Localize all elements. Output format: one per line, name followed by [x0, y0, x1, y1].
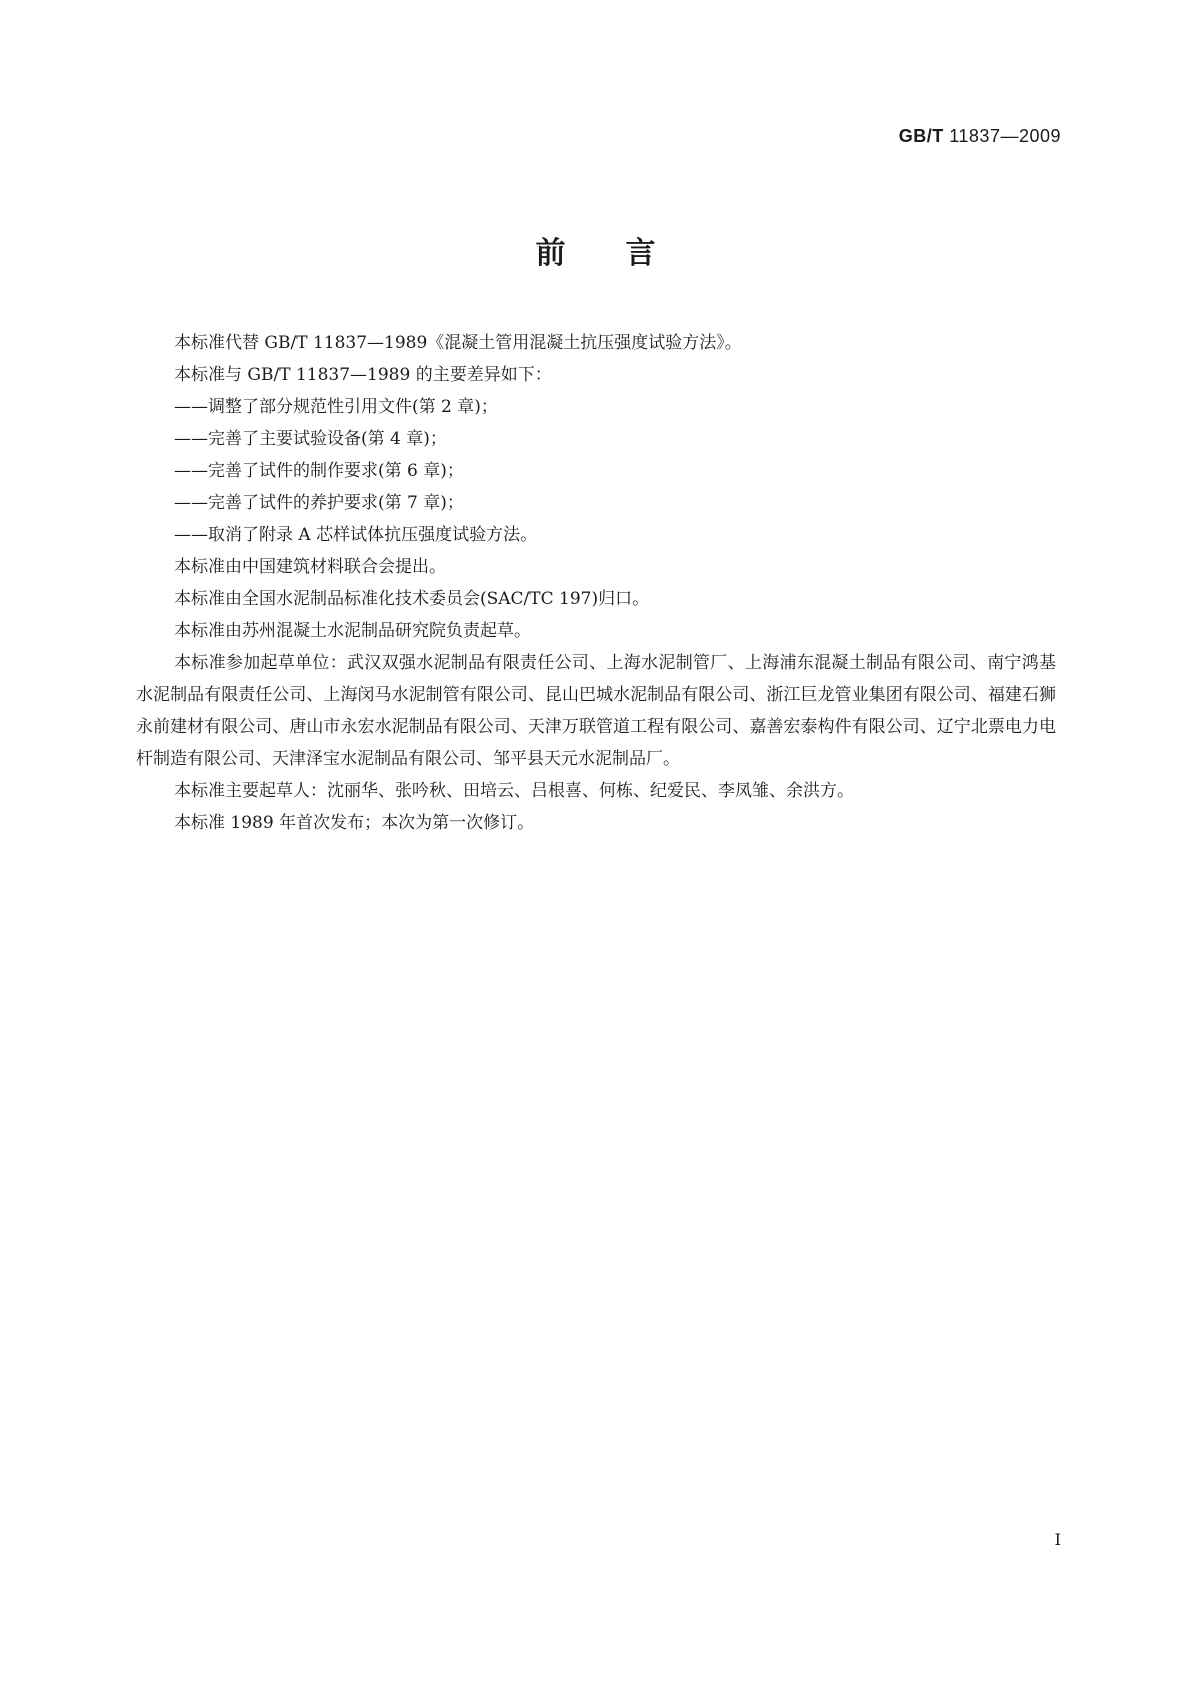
change-item: ——完善了试件的制作要求(第 6 章)；	[174, 461, 464, 481]
change-item: ——调整了部分规范性引用文件(第 2 章)；	[174, 397, 498, 417]
standard-code-prefix: GB/T	[898, 126, 944, 146]
standard-code-number: 11837—2009	[949, 126, 1061, 146]
page-number: I	[1054, 1530, 1061, 1549]
paragraph-proposed-by: 本标准由中国建筑材料联合会提出。	[174, 557, 446, 577]
paragraph-differences-intro: 本标准与 GB/T 11837—1989 的主要差异如下：	[174, 365, 552, 385]
standard-code	[899, 126, 1061, 147]
page-title: 前言	[535, 236, 716, 271]
paragraph-release-history: 本标准 1989 年首次发布；本次为第一次修订。	[174, 813, 535, 833]
foreword-body	[136, 327, 1056, 839]
paragraph-main-drafters: 本标准主要起草人：沈丽华、张吟秋、田培云、吕根喜、何栋、纪爱民、李凤雏、余洪方。	[174, 781, 854, 801]
paragraph-drafted-by: 本标准由苏州混凝土水泥制品研究院负责起草。	[174, 621, 531, 641]
paragraph-replaces: 本标准代替 GB/T 11837—1989《混凝土管用混凝土抗压强度试验方法》。	[174, 333, 742, 353]
paragraph-participating-units: 本标准参加起草单位：武汉双强水泥制品有限责任公司、上海水泥制管厂、上海浦东混凝土制品有限公司、南宁鸿基水泥制品有限责任公司、上海闵马水泥制管有限公司、昆山巴城水泥制品有限公司、浙江巨龙管业集团有限公司、福建石狮永前建材有限公司、唐山市永宏水泥制品有限公司、天津万联管道工程有限公司、嘉善宏泰构件有限公司、辽宁北票电力电杆制造有限公司、天津泽宝水泥制品有限公司、邹平县天元水泥制品厂。	[136, 653, 1056, 769]
paragraph-managed-by: 本标准由全国水泥制品标准化技术委员会(SAC/TC 197)归口。	[174, 589, 650, 609]
change-item: ——完善了主要试验设备(第 4 章)；	[174, 429, 447, 449]
change-item: ——完善了试件的养护要求(第 7 章)；	[174, 493, 464, 513]
change-item: ——取消了附录 A 芯样试体抗压强度试验方法。	[174, 525, 538, 545]
